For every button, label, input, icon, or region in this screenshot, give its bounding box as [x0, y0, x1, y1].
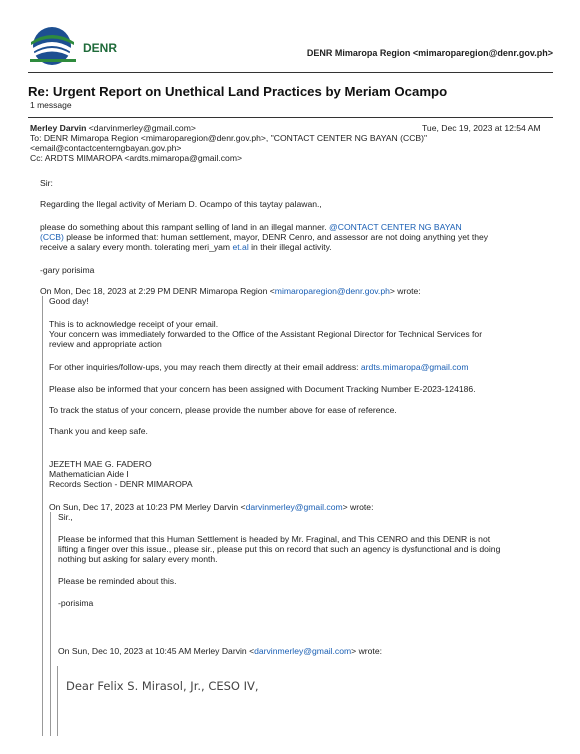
quote-greeting: Good day! [49, 296, 89, 306]
header-divider [28, 72, 553, 73]
ardts-email-link[interactable]: ardts.mimaropa@gmail.com [360, 362, 469, 372]
salutation: Sir: [40, 178, 53, 188]
etal-link[interactable]: et.al [232, 242, 249, 252]
signature-office: Records Section - DENR MIMAROPA [49, 479, 193, 489]
denr-logo-icon [28, 26, 80, 66]
quote-bar [42, 296, 43, 736]
quote-text: lifting a finger over this issue., please sir., please put this on record that such an agency is dysfunctional and is doing [58, 544, 501, 554]
quote-text: Please also be informed that your concern has been assigned with Document Tracking Number E-2023-124186. [49, 384, 476, 394]
body-text: please be informed that: human settlement, mayor, DENR Cenro, and assessor are not doing anything yet they [63, 232, 489, 242]
message-date: Tue, Dec 19, 2023 at 12:54 AM [422, 123, 541, 133]
quote-bar [50, 512, 51, 736]
quote-text: Please be informed that this Human Settlement is headed by Mr. Fraginal, and This CENRO and this DENR is not [58, 534, 491, 544]
attribution-text: On Sun, Dec 10, 2023 at 10:45 AM Merley Darvin < [58, 646, 255, 656]
quote-text: Please be reminded about this. [58, 576, 177, 586]
quote-text: Your concern was immediately forwarded to the Office of the Assistant Regional Director for Technical Services for [49, 329, 483, 339]
message-divider [28, 117, 553, 118]
attribution-text: > wrote: [342, 502, 374, 512]
quote-signoff: -porisima [58, 598, 94, 608]
quote-text: Thank you and keep safe. [49, 426, 148, 436]
quote-text: nothing but asking for salary every month. [58, 554, 218, 564]
account-label: DENR Mimaropa Region <mimaroparegion@denr.gov.ph> [306, 48, 553, 58]
cc-line: Cc: ARDTS MIMAROPA <ardts.mimaropa@gmail.com> [30, 153, 243, 163]
to-line-cont: <email@contactcenterngbayan.gov.ph> [30, 143, 182, 153]
attribution-text: > wrote: [351, 646, 382, 656]
quote-attribution [58, 646, 382, 656]
quote-text: This is to acknowledge receipt of your email. [49, 319, 219, 329]
quote-greeting: Sir., [58, 512, 73, 522]
ccb-link[interactable]: (CCB) [40, 232, 64, 242]
contact-center-link[interactable]: @CONTACT CENTER NG BAYAN [329, 222, 462, 232]
signoff: -gary porisima [40, 265, 95, 275]
attribution-email-link[interactable]: darvinmerley@gmail.com [245, 502, 343, 512]
signature-title: Mathematician Aide I [49, 469, 129, 479]
quote-text: review and appropriate action [49, 339, 162, 349]
attribution-email-link[interactable]: darvinmerley@gmail.com [254, 646, 352, 656]
attribution-email-link[interactable]: mimaroparegion@denr.gov.ph [274, 286, 390, 296]
quote-text [49, 362, 469, 372]
attribution-text: On Sun, Dec 17, 2023 at 10:23 PM Merley Darvin < [49, 502, 246, 512]
message-count: 1 message [30, 100, 72, 110]
email-header [28, 24, 553, 70]
quote-text: To track the status of your concern, please provide the number above for ease of reference. [49, 405, 397, 415]
body-text: in their illegal activity. [248, 242, 332, 252]
sender-email: <darvinmerley@gmail.com> [88, 123, 196, 133]
attribution-text: On Mon, Dec 18, 2023 at 2:29 PM DENR Mimaropa Region < [40, 286, 275, 296]
body-text: please do something about this rampant selling of land in an illegal manner. [40, 222, 330, 232]
sender-name: Merley Darvin [30, 123, 87, 133]
logo-wordmark: DENR [83, 41, 118, 55]
sender [30, 123, 196, 133]
to-line: To: DENR Mimaropa Region <mimaroparegion@denr.gov.ph>, "CONTACT CENTER NG BAYAN (CCB)" [30, 133, 428, 143]
quote-attribution [49, 502, 373, 512]
body-paragraph [40, 222, 462, 232]
body-paragraph [40, 242, 332, 252]
quote-bar [57, 666, 58, 736]
quote-text-span: For other inquiries/follow-ups, you may reach them directly at their email address: [49, 362, 361, 372]
attribution-text: > wrote: [389, 286, 421, 296]
body-text: receive a salary every month. tolerating meri_yam [40, 242, 233, 252]
signature-name: JEZETH MAE G. FADERO [49, 459, 152, 469]
email-subject: Re: Urgent Report on Unethical Land Practices by Meriam Ocampo [28, 84, 448, 99]
body-paragraph [40, 232, 488, 242]
quote-greeting: Dear Felix S. Mirasol, Jr., CESO IV, [66, 679, 259, 693]
quote-attribution [40, 286, 421, 296]
body-paragraph: Regarding the Ilegal activity of Meriam D. Ocampo of this taytay palawan., [40, 199, 322, 209]
